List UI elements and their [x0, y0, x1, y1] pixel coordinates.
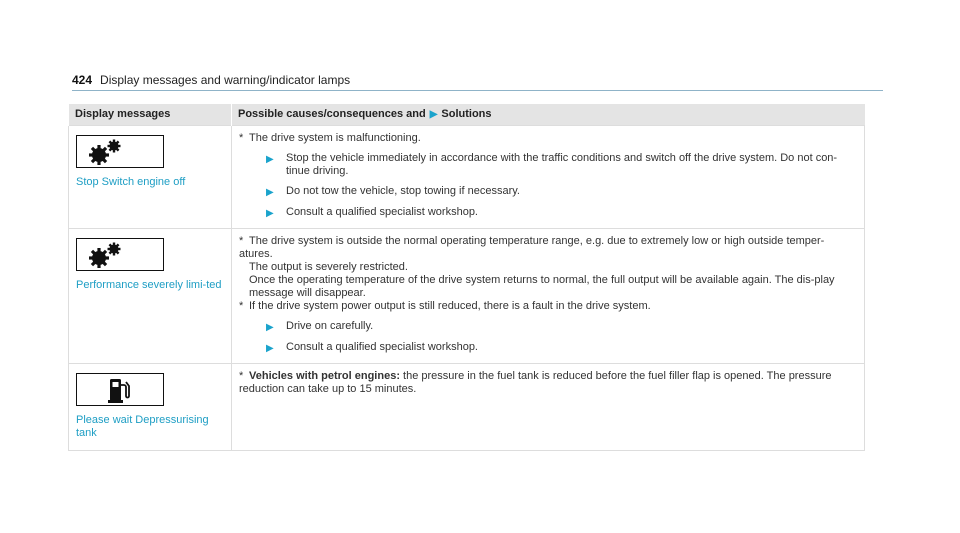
action-item — [239, 206, 857, 220]
action-text: Do not tow the vehicle, stop towing if necessary. — [286, 185, 520, 197]
play-arrow-icon: ▶ — [266, 187, 274, 198]
action-text: Drive on carefully. — [286, 320, 374, 332]
action-item — [239, 320, 857, 334]
cause-text: The drive system is malfunctioning. — [249, 132, 421, 144]
table-row — [69, 229, 865, 364]
col-header-solutions-text: Solutions — [441, 107, 492, 120]
col-header-display-messages: Display messages — [69, 104, 232, 126]
display-icon-box — [76, 135, 164, 168]
display-icon-box — [76, 238, 164, 271]
display-message-label: Please wait Depressurising tank — [76, 414, 209, 439]
messages-table — [68, 104, 865, 451]
cause-text: Once the operating temperature of the drive system returns to normal, the full output will be available again. The dis-play message will disappear. — [249, 274, 835, 299]
cause-text: the pressure in the fuel tank is reduced before the fuel filler flap is opened. The pressure reduction can take up to 15 minutes. — [239, 370, 832, 395]
solution-cell: * The drive system is outside the normal operating temperature range, e.g. due to extremely low or high outside temper-atures. The output is severely restricted. Once the operating temperature of the drive system returns to normal, the full output will be available again. The dis-play message will disappear. * If the drive system power output is still reduced, there is a fault in the drive system. ▶ Drive on carefully. ▶ Consult a qualified specialist workshop. — [232, 229, 865, 364]
display-message-label: Performance severely limi-ted — [76, 279, 222, 291]
play-arrow-icon: ▶ — [266, 208, 274, 219]
action-text: Consult a qualified specialist workshop. — [286, 206, 478, 218]
electric-drive-gear-icon — [85, 138, 129, 166]
col-header-causes-solutions — [232, 104, 865, 126]
play-arrow-icon: ▶ — [266, 322, 274, 333]
play-arrow-icon: ▶ — [429, 108, 438, 120]
action-item — [239, 341, 857, 355]
solution-cell: * The drive system is malfunctioning. ▶ Stop the vehicle immediately in accordance with the traffic conditions and switch off the drive system. Do not con-tinue driving. ▶ Do not tow the vehicle, stop towing if necessary. ▶ Consult a qualified specialist workshop. — [232, 126, 865, 229]
page-header — [72, 70, 883, 90]
table-header-row — [69, 104, 865, 126]
display-cell — [69, 126, 232, 229]
display-message-label: Stop Switch engine off — [76, 176, 186, 188]
table-row — [69, 126, 865, 229]
cause-text: The drive system is outside the normal operating temperature range, e.g. due to extremely low or high outside temper-atures. — [239, 235, 825, 260]
header-rule — [72, 90, 883, 91]
display-cell — [69, 364, 232, 451]
fuel-pump-icon — [107, 376, 133, 404]
col-header-causes-text: Possible causes/consequences and — [238, 107, 426, 120]
play-arrow-icon: ▶ — [266, 154, 274, 165]
page-title: Display messages and warning/indicator lamps — [100, 73, 351, 87]
page-number: 424 — [72, 73, 93, 87]
electric-drive-gear-icon — [85, 241, 129, 269]
action-item — [239, 185, 857, 199]
action-text: Stop the vehicle immediately in accordance with the traffic conditions and switch off the drive system. Do not con-tinue driving. — [286, 152, 838, 177]
solution-cell: * Vehicles with petrol engines: the pressure in the fuel tank is reduced before the fuel filler flap is opened. The pressure reduction can take up to 15 minutes. — [232, 364, 865, 451]
table-row — [69, 364, 865, 451]
action-item — [239, 152, 857, 178]
cause-text: If the drive system power output is still reduced, there is a fault in the drive system. — [249, 300, 651, 312]
cause-bold-text: Vehicles with petrol engines: — [249, 370, 400, 382]
display-cell — [69, 229, 232, 364]
display-icon-box — [76, 373, 164, 406]
play-arrow-icon: ▶ — [266, 343, 274, 354]
action-text: Consult a qualified specialist workshop. — [286, 341, 478, 353]
cause-text: The output is severely restricted. — [249, 261, 408, 273]
